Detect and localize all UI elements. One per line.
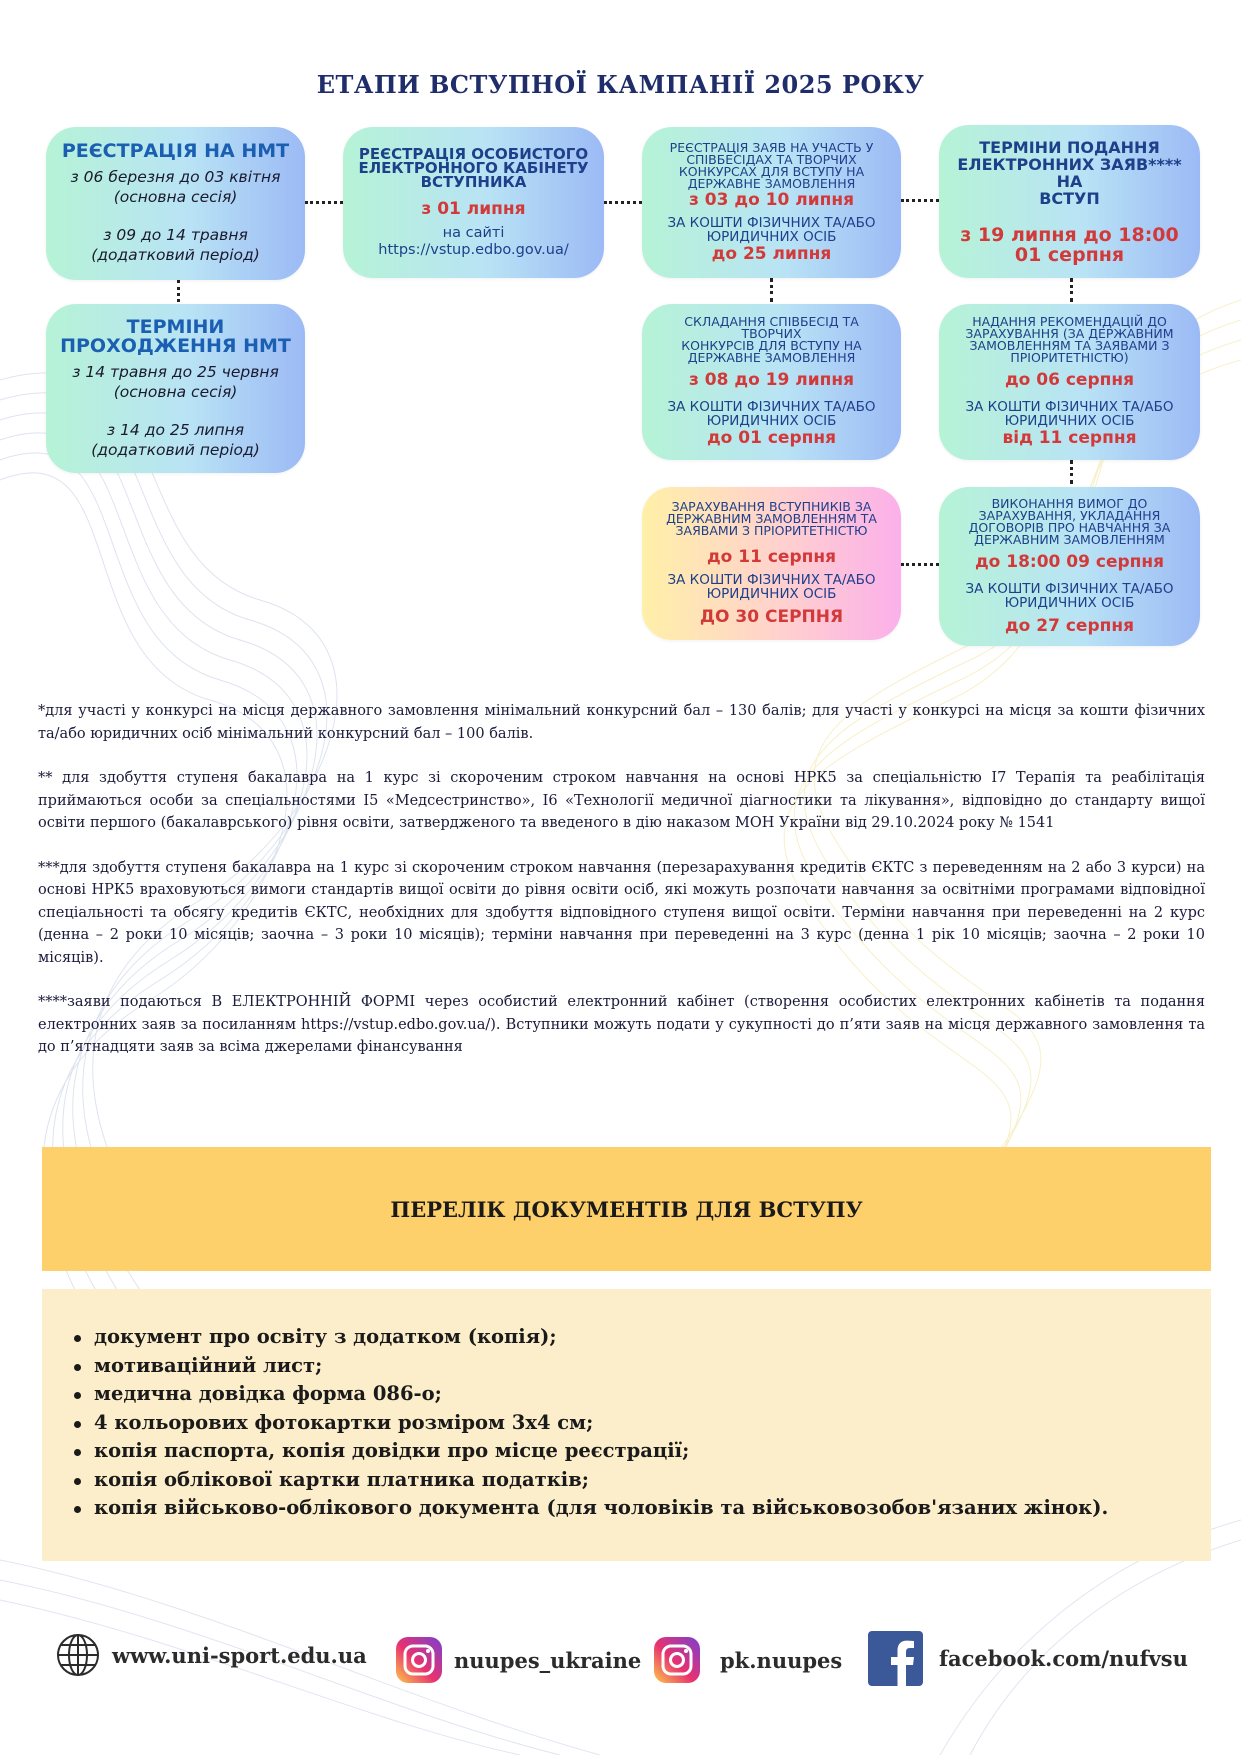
- interview-registration-box: [642, 127, 901, 278]
- interviews-state-date: з 08 до 19 липня: [688, 370, 855, 390]
- documents-list: [70, 1323, 1211, 1523]
- documents-heading: ПЕРЕЛІК ДОКУМЕНТІВ ДЛЯ ВСТУПУ: [390, 1196, 863, 1222]
- footer-facebook[interactable]: [868, 1631, 1188, 1686]
- cabinet-heading-line2: ЕЛЕКТРОННОГО КАБІНЕТУ: [358, 158, 589, 177]
- documents-list-item: мотиваційний лист;: [70, 1352, 1211, 1381]
- requirements-heading-line4: ДЕРЖАВНИМ ЗАМОВЛЕННЯМ: [974, 531, 1165, 547]
- connector: [1070, 460, 1073, 484]
- nmt-registration-main-dates: з 06 березня до 03 квітня: [70, 168, 281, 186]
- footer-instagram-1[interactable]: [394, 1635, 641, 1685]
- requirements-state-date: до 18:00 09 серпня: [974, 551, 1165, 572]
- website-link[interactable]: www.uni-sport.edu.ua: [112, 1642, 367, 1668]
- nmt-terms-heading-line1: ТЕРМІНИ: [126, 315, 225, 338]
- recommendations-paid-date: від 11 серпня: [1002, 428, 1137, 448]
- connector: [1070, 278, 1073, 302]
- nmt-terms-main-dates: з 14 травня до 25 червня: [72, 362, 279, 381]
- nmt-registration-heading: РЕЄСТРАЦІЯ НА НМТ: [61, 140, 290, 162]
- interview-reg-heading-line3: КОНКУРСАХ ДЛЯ ВСТУПУ НА: [678, 163, 865, 179]
- applications-date-line1: з 19 липня до 18:00: [960, 223, 1179, 246]
- nmt-registration-main-label: (основна сесія): [113, 188, 238, 206]
- cabinet-date: з 01 липня: [421, 198, 526, 219]
- enrollment-paid-date: ДО 30 СЕРПНЯ: [699, 606, 844, 627]
- footnote-2: ** для здобуття ступеня бакалавра на 1 курс зі скороченим строком навчання на основі НРК5 за спеціальністю I7 Терапія та реабілітація приймаються особи за спеціальностями I5 «Медсестринство», I6 «Технології медичної діагностики та лікування», відповідно до стандарту вищої освіти першого (бакалаврського) рівня освіти, затвердженого та введеного в дію наказом МОН України від 29.10.2024 року № 1541: [38, 770, 1205, 831]
- cabinet-registration-box: [343, 127, 604, 278]
- connector: [177, 280, 180, 302]
- requirements-heading-line3: ДОГОВОРІВ ПРО НАВЧАННЯ ЗА: [968, 519, 1171, 535]
- interviews-note-line2: ЮРИДИЧНИХ ОСІБ: [706, 413, 837, 429]
- enrollment-note-line2: ЮРИДИЧНИХ ОСІБ: [706, 585, 837, 602]
- connector: [901, 563, 939, 566]
- enrollment-heading-line2: ДЕРЖАВНИМ ЗАМОВЛЕННЯМ ТА: [666, 510, 877, 526]
- interview-reg-note-line1: ЗА КОШТИ ФІЗИЧНИХ ТА/АБО: [667, 214, 876, 231]
- nmt-terms-main-label: (основна сесія): [113, 382, 238, 401]
- cabinet-heading-line1: РЕЄСТРАЦІЯ ОСОБИСТОГО: [358, 144, 589, 163]
- facebook-icon: [868, 1631, 923, 1686]
- recommendations-note-line1: ЗА КОШТИ ФІЗИЧНИХ ТА/АБО: [965, 399, 1174, 415]
- documents-heading-bar: [42, 1147, 1211, 1271]
- instagram-icon: [394, 1635, 444, 1685]
- applications-date-line2: 01 серпня: [1014, 243, 1125, 266]
- instagram-handle-2[interactable]: pk.nuupes: [720, 1647, 843, 1673]
- interviews-box: [642, 304, 901, 460]
- applications-heading-line2: ЕЛЕКТРОННИХ ЗАЯВ**** НА: [957, 154, 1182, 191]
- documents-list-panel: [42, 1289, 1211, 1561]
- cabinet-heading-line3: ВСТУПНИКА: [420, 172, 527, 191]
- enrollment-state-date: до 11 серпня: [706, 546, 837, 567]
- documents-list-item: 4 кольорових фотокартки розміром 3х4 см;: [70, 1409, 1211, 1438]
- recommendations-heading-line1: НАДАННЯ РЕКОМЕНДАЦІЙ ДО: [972, 314, 1167, 329]
- connector: [305, 201, 343, 204]
- interview-reg-heading-line4: ДЕРЖАВНЕ ЗАМОВЛЕННЯ: [687, 175, 856, 191]
- connector: [901, 199, 939, 202]
- footnotes: [38, 700, 1205, 1081]
- recommendations-note-line2: ЮРИДИЧНИХ ОСІБ: [1004, 413, 1135, 429]
- facebook-link[interactable]: facebook.com/nufvsu: [939, 1646, 1188, 1671]
- connector: [604, 201, 642, 204]
- requirements-paid-date: до 27 серпня: [1004, 615, 1135, 636]
- interviews-note-line1: ЗА КОШТИ ФІЗИЧНИХ ТА/АБО: [667, 399, 876, 415]
- footnote-1: *для участі у конкурсі на місця державного замовлення мінімальний конкурсний бал – 130 балів; для участі у конкурсі на місця за кошти фізичних та/або юридичних осіб мінімальний конкурсний бал – 100 балів.: [38, 703, 1205, 742]
- instagram-handle-1[interactable]: nuupes_ukraine: [454, 1647, 642, 1673]
- documents-list-item: медична довідка форма 086-о;: [70, 1380, 1211, 1409]
- nmt-terms-extra-label: (додатковий період): [91, 440, 260, 459]
- footer-website[interactable]: [56, 1633, 367, 1677]
- application-terms-box: [939, 125, 1200, 278]
- interviews-heading-line3: ДЕРЖАВНЕ ЗАМОВЛЕННЯ: [687, 350, 856, 365]
- enrollment-heading-line1: ЗАРАХУВАННЯ ВСТУПНИКІВ ЗА: [671, 498, 872, 514]
- recommendations-heading-line4: ПРІОРИТЕТНІСТЮ): [1010, 350, 1129, 365]
- interviews-paid-date: до 01 серпня: [706, 428, 837, 448]
- enrollment-note-line1: ЗА КОШТИ ФІЗИЧНИХ ТА/АБО: [667, 571, 876, 588]
- requirements-heading-line2: ЗАРАХУВАННЯ, УКЛАДАННЯ: [978, 507, 1161, 523]
- nmt-registration-extra-dates: з 09 до 14 травня: [103, 226, 248, 244]
- interview-reg-heading-line1: РЕЄСТРАЦІЯ ЗАЯВ НА УЧАСТЬ У: [669, 139, 874, 155]
- applications-heading-line1: ТЕРМІНИ ПОДАННЯ: [979, 137, 1160, 157]
- interviews-heading-line2: КОНКУРСІВ ДЛЯ ВСТУПУ НА: [681, 338, 862, 353]
- recommendations-box: [939, 304, 1200, 460]
- instagram-icon: [652, 1635, 702, 1685]
- cabinet-site-link[interactable]: https://vstup.edbo.gov.ua/: [378, 241, 569, 258]
- enrollment-box: [642, 487, 901, 640]
- documents-list-item: копія військово-облікового документа (для чоловіків та військовозобов'язаних жінок).: [70, 1494, 1211, 1523]
- nmt-registration-extra-label: (додатковий період): [91, 246, 260, 264]
- requirements-note-line1: ЗА КОШТИ ФІЗИЧНИХ ТА/АБО: [965, 580, 1174, 597]
- recommendations-state-date: до 06 серпня: [1004, 370, 1135, 390]
- interview-reg-paid-date: до 25 липня: [711, 243, 832, 264]
- documents-list-item: копія облікової картки платника податків;: [70, 1466, 1211, 1495]
- footnote-3: ***для здобуття ступеня бакалавра на 1 курс зі скороченим строком навчання (перезарахування кредитів ЄКТС з переведенням на 2 або 3 курси) на основі НРК5 враховуються вимоги стандартів вищої освіти до рівня освіти осіб, які можуть розпочати навчання за освітніми програмами відповідної спеціальності та обсягу кредитів ЄКТС, необхідних для здобуття відповідного ступеня вищої освіти. Терміни навчання при переведенні на 2 курс (денна – 2 роки 10 місяців; заочна – 3 роки 10 місяців); терміни навчання при переведенні на 3 курс (денна 1 рік 10 місяців; заочна – 2 роки 10 місяців).: [38, 859, 1205, 966]
- interview-reg-note-line2: ЮРИДИЧНИХ ОСІБ: [706, 228, 837, 245]
- footer-instagram-2[interactable]: [652, 1635, 842, 1685]
- enrollment-heading-line3: ЗАЯВАМИ З ПРІОРИТЕТНІСТЮ: [675, 522, 868, 538]
- nmt-terms-heading-line2: ПРОХОДЖЕННЯ НМТ: [60, 334, 291, 357]
- nmt-registration-box: [46, 127, 305, 280]
- requirements-box: [939, 487, 1200, 646]
- applications-heading-line3: ВСТУП: [1039, 188, 1100, 208]
- documents-list-item: копія паспорта, копія довідки про місце реєстрації;: [70, 1437, 1211, 1466]
- requirements-note-line2: ЮРИДИЧНИХ ОСІБ: [1004, 594, 1135, 611]
- cabinet-site-label: на сайті: [442, 224, 505, 241]
- nmt-terms-extra-dates: з 14 до 25 липня: [106, 420, 245, 439]
- recommendations-heading-line3: ЗАМОВЛЕННЯМ ТА ЗАЯВАМИ З: [969, 338, 1170, 353]
- footnote-4: ****заяви подаються В ЕЛЕКТРОННІЙ ФОРМІ через особистий електронний кабінет (створення особистих електронних кабінетів та подання електронних заяв за посиланням https://vstup.edbo.gov.ua/). Вступники можуть подати у сукупності до п’яти заяв на місця державного замовлення та до п’ятнадцяти заяв за всіма джерелами фінансування: [38, 994, 1205, 1055]
- page-title: ЕТАПИ ВСТУПНОЇ КАМПАНІЇ 2025 РОКУ: [316, 70, 925, 99]
- documents-list-item: документ про освіту з додатком (копія);: [70, 1323, 1211, 1352]
- requirements-heading-line1: ВИКОНАННЯ ВИМОГ ДО: [991, 495, 1148, 511]
- globe-icon: [56, 1633, 100, 1677]
- connector: [770, 278, 773, 302]
- interview-reg-state-date: з 03 до 10 липня: [688, 189, 855, 210]
- nmt-terms-box: [46, 304, 305, 473]
- interviews-heading-line1: СКЛАДАННЯ СПІВБЕСІД ТА ТВОРЧИХ: [684, 314, 859, 341]
- recommendations-heading-line2: ЗАРАХУВАННЯ (ЗА ДЕРЖАВНИМ: [965, 326, 1174, 341]
- interview-reg-heading-line2: СПІВБЕСІДАХ ТА ТВОРЧИХ: [686, 151, 857, 167]
